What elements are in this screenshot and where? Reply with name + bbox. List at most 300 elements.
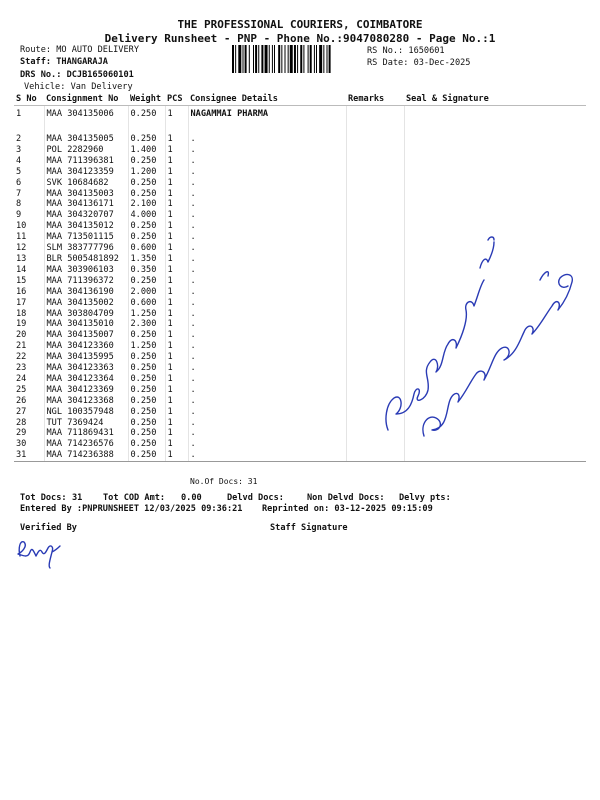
table-row xyxy=(14,407,586,418)
cell-remarks xyxy=(346,199,404,210)
cell-seal-signature xyxy=(404,189,586,200)
cell-consignee-details: . xyxy=(188,374,346,385)
reprinted-on: Reprinted on: 03-12-2025 09:15:09 xyxy=(262,504,433,514)
staff-label: Staff: THANGARAJA xyxy=(20,57,108,67)
cell-sno: 19 xyxy=(16,319,27,330)
barcode-bar xyxy=(258,45,259,73)
table-row xyxy=(14,428,586,439)
cell-sno: 26 xyxy=(16,395,27,406)
cell-sno: 2 xyxy=(16,134,22,144)
tot-cod-value: 0.00 xyxy=(181,493,202,503)
delvy-pts-label: Delvy pts: xyxy=(399,493,451,503)
cell-remarks xyxy=(346,341,404,352)
cell-sno: 4 xyxy=(16,155,22,166)
cell-remarks xyxy=(346,189,404,200)
cell-sno: 1 xyxy=(16,109,22,119)
barcode-bar xyxy=(235,45,236,73)
cell-pcs: 1 xyxy=(165,232,188,243)
cell-seal-signature xyxy=(404,330,586,341)
cell-consignee-details: . xyxy=(188,319,346,330)
cell-consignment-no: MAA 304136171 xyxy=(44,199,128,210)
tot-docs-label: Tot Docs: xyxy=(20,493,67,503)
cell-consignment-no: MAA 304135012 xyxy=(44,221,128,232)
cell-pcs: 1 xyxy=(165,106,188,135)
cell-pcs: 1 xyxy=(165,254,188,265)
table-row xyxy=(14,210,586,221)
barcode-bar xyxy=(288,45,289,73)
cell-seal-signature xyxy=(404,352,586,363)
cell-sno: 14 xyxy=(16,264,27,275)
delvd-docs-label: Delvd Docs: xyxy=(227,493,284,503)
cell-remarks xyxy=(346,385,404,396)
cell-remarks xyxy=(346,309,404,320)
cell-consignee-details: . xyxy=(188,330,346,341)
table-row xyxy=(14,341,586,352)
table-row xyxy=(14,145,586,156)
table-row xyxy=(14,439,586,450)
barcode-bar xyxy=(232,45,234,73)
cell-sno: 9 xyxy=(16,210,22,221)
cell-sno: 28 xyxy=(16,417,27,428)
table-row xyxy=(14,276,586,287)
cell-consignee-details: . xyxy=(188,396,346,407)
route-label: Route: MO AUTO DELIVERY xyxy=(20,45,139,55)
cell-pcs: 1 xyxy=(165,330,188,341)
cell-seal-signature xyxy=(404,134,586,145)
cell-seal-signature xyxy=(404,145,586,156)
cell-weight: 0.250 xyxy=(128,106,165,135)
table-row xyxy=(14,134,586,145)
barcode-bar xyxy=(308,45,309,73)
barcode-bar xyxy=(245,45,247,73)
no-of-docs: No.Of Docs: 31 xyxy=(190,477,258,486)
col-pcs: PCS xyxy=(165,94,188,106)
table-row xyxy=(14,330,586,341)
table-row xyxy=(14,106,586,135)
barcode-bar xyxy=(272,45,273,73)
cell-consignee-details: . xyxy=(188,363,346,374)
barcode-bar xyxy=(294,45,296,73)
rs-number: RS No.: 1650601 xyxy=(367,46,445,56)
table-row xyxy=(14,167,586,178)
barcode-bar xyxy=(253,45,254,73)
cell-consignee-details: . xyxy=(188,145,346,156)
table-row xyxy=(14,385,586,396)
cell-consignee-details: . xyxy=(188,265,346,276)
cell-seal-signature xyxy=(404,254,586,265)
cell-weight: 0.350 xyxy=(128,265,165,276)
cell-consignment-no: MAA 304135002 xyxy=(44,298,128,309)
cell-consignment-no: MAA 304135007 xyxy=(44,330,128,341)
cell-remarks xyxy=(346,418,404,429)
table-row xyxy=(14,254,586,265)
cell-pcs: 1 xyxy=(165,352,188,363)
cell-consignee-details: . xyxy=(188,178,346,189)
cell-pcs: 1 xyxy=(165,418,188,429)
tot-cod-label: Tot COD Amt: xyxy=(103,493,166,503)
cell-consignee-details: . xyxy=(188,210,346,221)
cell-seal-signature xyxy=(404,221,586,232)
cell-remarks xyxy=(346,287,404,298)
cell-pcs: 1 xyxy=(165,298,188,309)
cell-pcs: 1 xyxy=(165,385,188,396)
cell-sno: 17 xyxy=(16,297,27,308)
cell-remarks xyxy=(346,276,404,287)
cell-sno: 3 xyxy=(16,144,22,155)
cell-consignment-no: MAA 304135995 xyxy=(44,352,128,363)
cell-sno: 16 xyxy=(16,286,27,297)
cell-remarks xyxy=(346,363,404,374)
table-row xyxy=(14,319,586,330)
cell-seal-signature xyxy=(404,309,586,320)
cell-weight: 0.250 xyxy=(128,374,165,385)
cell-consignment-no: SVK 10684682 xyxy=(44,178,128,189)
cell-weight: 0.250 xyxy=(128,221,165,232)
cell-consignment-no: MAA 713501115 xyxy=(44,232,128,243)
cell-weight: 1.400 xyxy=(128,145,165,156)
cell-seal-signature xyxy=(404,439,586,450)
rs-date: RS Date: 03-Dec-2025 xyxy=(367,58,471,68)
cell-pcs: 1 xyxy=(165,450,188,461)
cell-consignment-no: TUT 7369424 xyxy=(44,418,128,429)
cell-remarks xyxy=(346,428,404,439)
cell-pcs: 1 xyxy=(165,396,188,407)
cell-remarks xyxy=(346,374,404,385)
barcode-bar xyxy=(261,45,263,73)
cell-sno: 20 xyxy=(16,330,27,341)
cell-consignee-details: . xyxy=(188,276,346,287)
cell-pcs: 1 xyxy=(165,178,188,189)
drs-number: DRS No.: DCJB165060101 xyxy=(20,70,134,80)
cell-seal-signature xyxy=(404,396,586,407)
cell-remarks xyxy=(346,265,404,276)
barcode-bar xyxy=(269,45,270,73)
barcode-bar xyxy=(303,45,304,73)
cell-pcs: 1 xyxy=(165,439,188,450)
table-row xyxy=(14,418,586,429)
cell-consignee-details: . xyxy=(188,232,346,243)
cell-sno: 21 xyxy=(16,341,27,352)
cell-consignment-no: MAA 303906103 xyxy=(44,265,128,276)
cell-pcs: 1 xyxy=(165,341,188,352)
cell-consignment-no: MAA 711396381 xyxy=(44,156,128,167)
cell-consignment-no: MAA 711869431 xyxy=(44,428,128,439)
cell-sno: 22 xyxy=(16,352,27,363)
cell-pcs: 1 xyxy=(165,189,188,200)
barcode-bar xyxy=(314,45,315,73)
barcode-bar xyxy=(238,45,241,73)
col-seal-signature: Seal & Signature xyxy=(404,94,586,106)
cell-remarks xyxy=(346,232,404,243)
verified-by-label: Verified By xyxy=(20,523,77,533)
cell-sno: 23 xyxy=(16,363,27,374)
non-delvd-docs-label: Non Delvd Docs: xyxy=(307,493,385,503)
cell-seal-signature xyxy=(404,243,586,254)
cell-pcs: 1 xyxy=(165,145,188,156)
cell-consignee-details: . xyxy=(188,287,346,298)
cell-sno: 12 xyxy=(16,243,27,254)
table-row xyxy=(14,243,586,254)
table-header-row xyxy=(14,94,586,106)
cell-consignment-no: MAA 304123359 xyxy=(44,167,128,178)
barcode-bar xyxy=(300,45,302,73)
table-row xyxy=(14,178,586,189)
cell-sno: 31 xyxy=(14,450,44,461)
cell-consignee-details: . xyxy=(188,341,346,352)
cell-sno: 13 xyxy=(16,253,27,264)
cell-sno: 27 xyxy=(16,406,27,417)
table-row xyxy=(14,232,586,243)
cell-sno: 6 xyxy=(16,177,22,188)
cell-sno: 30 xyxy=(16,439,27,450)
cell-weight: 2.000 xyxy=(128,287,165,298)
barcode-bar xyxy=(327,45,328,73)
cell-pcs: 1 xyxy=(165,134,188,145)
cell-seal-signature xyxy=(404,407,586,418)
cell-consignee-details: . xyxy=(188,352,346,363)
cell-consignment-no: MAA 304123368 xyxy=(44,396,128,407)
cell-weight: 1.250 xyxy=(128,309,165,320)
cell-seal-signature xyxy=(404,156,586,167)
cell-seal-signature xyxy=(404,319,586,330)
barcode-bar xyxy=(290,45,293,73)
table-row xyxy=(14,199,586,210)
cell-consignee-details: . xyxy=(188,309,346,320)
cell-seal-signature xyxy=(404,106,586,135)
barcode-bar xyxy=(255,45,257,73)
cell-consignment-no: MAA 304320707 xyxy=(44,210,128,221)
barcode-bar xyxy=(274,45,275,73)
cell-weight: 0.250 xyxy=(128,352,165,363)
cell-remarks xyxy=(346,450,404,461)
cell-seal-signature xyxy=(404,199,586,210)
cell-pcs: 1 xyxy=(165,319,188,330)
cell-consignment-no: MAA 304135005 xyxy=(44,134,128,145)
cell-pcs: 1 xyxy=(165,407,188,418)
cell-consignee-details: NAGAMMAI PHARMA xyxy=(188,106,346,135)
cell-consignment-no: POL 2282960 xyxy=(44,145,128,156)
staff-signature-label: Staff Signature xyxy=(270,523,348,533)
table-row xyxy=(14,363,586,374)
cell-weight: 0.250 xyxy=(128,156,165,167)
col-remarks: Remarks xyxy=(346,94,404,106)
col-consignee: Consignee Details xyxy=(188,94,346,106)
cell-remarks xyxy=(346,319,404,330)
cell-seal-signature xyxy=(404,287,586,298)
cell-weight: 1.250 xyxy=(128,341,165,352)
barcode-bar xyxy=(323,45,324,73)
cell-pcs: 1 xyxy=(165,199,188,210)
cell-seal-signature xyxy=(404,341,586,352)
cell-pcs: 1 xyxy=(165,287,188,298)
col-consignment: Consignment No xyxy=(44,94,128,106)
cell-pcs: 1 xyxy=(165,167,188,178)
cell-consignee-details: . xyxy=(188,418,346,429)
cell-sno: 25 xyxy=(16,384,27,395)
tot-docs-value: 31 xyxy=(72,493,83,503)
table-row xyxy=(14,156,586,167)
cell-consignment-no: MAA 714236388 xyxy=(44,450,128,461)
runsheet-title: Delivery Runsheet - PNP - Phone No.:9047080280 - Page No.:1 xyxy=(104,32,496,45)
cell-weight: 0.600 xyxy=(128,243,165,254)
barcode-bar xyxy=(297,45,298,73)
barcode-bar xyxy=(310,45,312,73)
cell-pcs: 1 xyxy=(165,210,188,221)
cell-consignment-no: MAA 304135006 xyxy=(44,106,128,135)
cell-pcs: 1 xyxy=(165,363,188,374)
cell-consignment-no: MAA 304123363 xyxy=(44,363,128,374)
col-weight: Weight xyxy=(128,94,165,106)
cell-consignment-no: MAA 303804709 xyxy=(44,309,128,320)
barcode xyxy=(232,45,362,73)
cell-remarks xyxy=(346,243,404,254)
cell-remarks xyxy=(346,178,404,189)
cell-pcs: 1 xyxy=(165,428,188,439)
entered-by: Entered By :PNPRUNSHEET 12/03/2025 09:36:21 xyxy=(20,504,243,514)
cell-pcs: 1 xyxy=(165,265,188,276)
cell-consignment-no: MAA 304136190 xyxy=(44,287,128,298)
cell-sno: 11 xyxy=(16,232,27,243)
cell-seal-signature xyxy=(404,298,586,309)
table-row xyxy=(14,287,586,298)
cell-pcs: 1 xyxy=(165,221,188,232)
barcode-bar xyxy=(319,45,322,73)
cell-remarks xyxy=(346,254,404,265)
barcode-bar xyxy=(265,45,268,73)
cell-consignment-no: BLR 5005481892 xyxy=(44,254,128,265)
cell-remarks xyxy=(346,210,404,221)
cell-consignee-details: . xyxy=(188,407,346,418)
cell-remarks xyxy=(346,167,404,178)
cell-sno: 7 xyxy=(16,188,22,199)
cell-consignment-no: MAA 304123364 xyxy=(44,374,128,385)
barcode-bar xyxy=(329,45,331,73)
cell-consignee-details: . xyxy=(188,385,346,396)
cell-weight: 0.250 xyxy=(128,439,165,450)
cell-weight: 0.250 xyxy=(128,134,165,145)
cell-remarks xyxy=(346,145,404,156)
cell-consignment-no: MAA 304123369 xyxy=(44,385,128,396)
cell-consignee-details: . xyxy=(188,156,346,167)
cell-consignee-details: . xyxy=(188,428,346,439)
vehicle-label: Vehicle: Van Delivery xyxy=(24,82,133,92)
cell-seal-signature xyxy=(404,210,586,221)
cell-weight: 0.250 xyxy=(128,428,165,439)
cell-weight: 0.250 xyxy=(128,407,165,418)
barcode-bar xyxy=(316,45,317,73)
table-row xyxy=(14,298,586,309)
cell-pcs: 1 xyxy=(165,156,188,167)
table-row xyxy=(14,221,586,232)
cell-consignee-details: . xyxy=(188,221,346,232)
barcode-bar xyxy=(278,45,280,73)
cell-remarks xyxy=(346,407,404,418)
cell-pcs: 1 xyxy=(165,276,188,287)
cell-consignee-details: . xyxy=(188,254,346,265)
cell-weight: 2.300 xyxy=(128,319,165,330)
cell-seal-signature xyxy=(404,276,586,287)
cell-weight: 0.250 xyxy=(128,418,165,429)
table-row xyxy=(14,309,586,320)
table-row xyxy=(14,265,586,276)
cell-seal-signature xyxy=(404,232,586,243)
col-sno: S No xyxy=(14,94,44,106)
cell-consignee-details: . xyxy=(188,243,346,254)
cell-seal-signature xyxy=(404,265,586,276)
cell-seal-signature xyxy=(404,385,586,396)
cell-consignment-no: SLM 383777796 xyxy=(44,243,128,254)
cell-weight: 0.250 xyxy=(128,276,165,287)
cell-seal-signature xyxy=(404,418,586,429)
cell-consignee-details: . xyxy=(188,439,346,450)
table-row xyxy=(14,189,586,200)
cell-remarks xyxy=(346,106,404,135)
cell-weight: 0.250 xyxy=(128,363,165,374)
cell-sno: 10 xyxy=(16,221,27,232)
cell-weight: 1.350 xyxy=(128,254,165,265)
cell-seal-signature xyxy=(404,428,586,439)
cell-consignment-no: MAA 304135003 xyxy=(44,189,128,200)
cell-weight: 0.250 xyxy=(128,396,165,407)
cell-remarks xyxy=(346,298,404,309)
cell-remarks xyxy=(346,134,404,145)
cell-sno: 8 xyxy=(16,199,22,210)
table-row xyxy=(14,352,586,363)
verifier-signature xyxy=(18,542,60,568)
cell-seal-signature xyxy=(404,363,586,374)
barcode-bar xyxy=(285,45,286,73)
cell-weight: 2.100 xyxy=(128,199,165,210)
barcode-bar xyxy=(243,45,244,73)
cell-weight: 0.600 xyxy=(128,298,165,309)
cell-consignment-no: MAA 304135010 xyxy=(44,319,128,330)
cell-seal-signature xyxy=(404,374,586,385)
barcode-bar xyxy=(249,45,250,73)
cell-consignment-no: MAA 714236576 xyxy=(44,439,128,450)
cell-remarks xyxy=(346,352,404,363)
cell-weight: 0.250 xyxy=(128,450,165,461)
table-row xyxy=(14,374,586,385)
cell-consignment-no: MAA 711396372 xyxy=(44,276,128,287)
cell-consignee-details: . xyxy=(188,199,346,210)
cell-sno: 29 xyxy=(16,428,27,439)
cell-remarks xyxy=(346,221,404,232)
cell-weight: 0.250 xyxy=(128,232,165,243)
cell-sno: 18 xyxy=(16,308,27,319)
cell-consignee-details: . xyxy=(188,189,346,200)
cell-weight: 0.250 xyxy=(128,189,165,200)
cell-seal-signature xyxy=(404,178,586,189)
cell-pcs: 1 xyxy=(165,309,188,320)
cell-pcs: 1 xyxy=(165,243,188,254)
cell-consignee-details: . xyxy=(188,298,346,309)
runsheet-table xyxy=(14,94,586,462)
cell-sno: 15 xyxy=(16,275,27,286)
company-name: THE PROFESSIONAL COURIERS, COIMBATORE xyxy=(177,18,423,31)
cell-seal-signature xyxy=(404,167,586,178)
barcode-bar xyxy=(281,45,282,73)
cell-weight: 1.200 xyxy=(128,167,165,178)
cell-remarks xyxy=(346,156,404,167)
cell-sno: 5 xyxy=(16,166,22,177)
cell-sno: 24 xyxy=(16,373,27,384)
table-row xyxy=(14,396,586,407)
table-row xyxy=(14,450,586,461)
cell-consignee-details: . xyxy=(188,167,346,178)
cell-weight: 0.250 xyxy=(128,178,165,189)
cell-consignee-details: . xyxy=(188,450,346,461)
cell-remarks xyxy=(346,330,404,341)
